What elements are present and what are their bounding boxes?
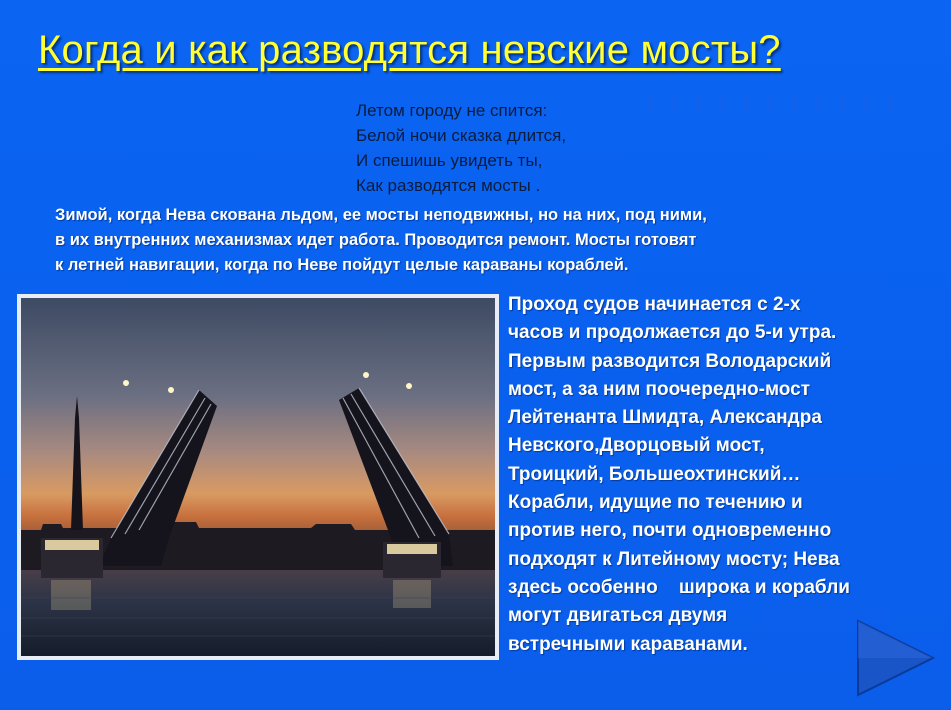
poem-line: Как разводятся мосты . xyxy=(356,176,541,195)
info-paragraph xyxy=(508,291,928,659)
paragraph-line: Корабли, идущие по течению и xyxy=(508,492,803,514)
paragraph-line: в их внутренних механизмах идет работа. Проводится ремонт. Мосты готовят xyxy=(55,231,697,249)
paragraph-line: часов и продолжается до 5-и утра. xyxy=(508,322,837,344)
paragraph-line: могут двигаться двумя xyxy=(508,605,728,627)
paragraph-line: Троицкий, Большеохтинский… xyxy=(508,463,801,485)
paragraph-line: встречными караванами. xyxy=(508,633,748,655)
paragraph-line: к летней навигации, когда по Неве пойдут целые караваны кораблей. xyxy=(55,256,629,274)
next-slide-button[interactable] xyxy=(855,618,935,698)
poem-line: Летом городу не спится: xyxy=(356,101,548,120)
poem-line: И спешишь увидеть ты, xyxy=(356,151,543,170)
paragraph-line: Лейтенанта Шмидта, Александра xyxy=(508,407,822,429)
winter-paragraph xyxy=(55,203,875,278)
paragraph-line: мост, а за ним поочередно-мост xyxy=(508,378,811,400)
slide-title: Когда и как разводятся невские мосты? xyxy=(38,28,781,72)
paragraph-line: против него, почти одновременно xyxy=(508,520,832,542)
paragraph-line: Первым разводится Володарский xyxy=(508,350,832,372)
paragraph-line: Проход судов начинается с 2-х xyxy=(508,294,801,315)
poem-line: Белой ночи сказка длится, xyxy=(356,126,567,145)
paragraph-line: Зимой, когда Нева скована льдом, ее мосты неподвижны, но на них, под ними, xyxy=(55,206,707,224)
bridge-photo xyxy=(17,294,499,660)
paragraph-line: Невского,Дворцовый мост, xyxy=(508,435,765,457)
paragraph-line: подходят к Литейному мосту; Нева xyxy=(508,548,840,570)
poem xyxy=(356,98,676,198)
triangle-right-icon xyxy=(855,618,935,698)
raised-bridge-illustration xyxy=(21,298,495,656)
paragraph-line: здесь особенно широка и корабли xyxy=(508,576,850,598)
